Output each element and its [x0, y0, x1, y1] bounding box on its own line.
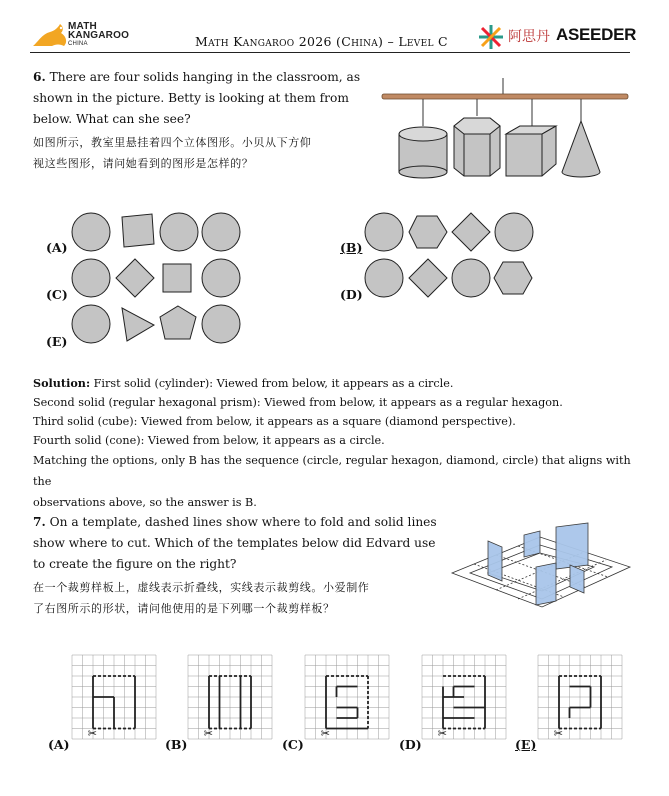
- q7-option-e-label[interactable]: (E): [515, 737, 537, 752]
- solution-line4: Fourth solid (cone): Viewed from below, it appears as a circle.: [33, 434, 385, 447]
- q6-option-d-shapes[interactable]: [363, 257, 543, 301]
- scissors-icon: ✂: [203, 727, 213, 740]
- folded-figure: [452, 515, 632, 615]
- logo-text: [68, 22, 129, 49]
- sponsor-star-icon: [478, 24, 504, 50]
- q6-option-a-label[interactable]: (A): [46, 240, 68, 255]
- q6-option-a-shapes[interactable]: [70, 211, 250, 255]
- q6-line1: There are four solids hanging in the classroom, as: [49, 70, 361, 84]
- q6-cn-line1: 如图所示，教室里悬挂着四个立体图形。小贝从下方仰: [33, 136, 312, 149]
- q6-option-c-shapes[interactable]: [70, 257, 250, 301]
- q6-cn-line2: 视这些图形，请问她看到的图形是怎样的？: [33, 157, 254, 170]
- q7-cn-text: [33, 577, 443, 619]
- q6-number: 6.: [33, 70, 46, 84]
- q7-option-d-label[interactable]: (D): [399, 737, 422, 752]
- circle-shape: [202, 305, 240, 343]
- circle-shape: [72, 259, 110, 297]
- template-grid[interactable]: [422, 655, 506, 740]
- sponsor-en: ASEEDER: [556, 25, 637, 44]
- circle-shape: [202, 259, 240, 297]
- q7-option-a-label[interactable]: (A): [48, 737, 70, 752]
- cylinder-shape: [399, 127, 447, 178]
- circle-shape: [365, 259, 403, 297]
- circle-shape: [452, 259, 490, 297]
- hexagon-shape: [494, 262, 532, 294]
- solution-line2: Second solid (regular hexagonal prism): Viewed from below, it appears as a regular hexagon.: [33, 396, 563, 409]
- header-rule: [30, 52, 630, 53]
- circle-shape: [72, 305, 110, 343]
- q7-option-c-label[interactable]: (C): [282, 737, 304, 752]
- scissors-icon: ✂: [437, 727, 447, 740]
- template-grid[interactable]: [188, 655, 272, 740]
- panel-front: [536, 563, 556, 605]
- template-grid[interactable]: [72, 655, 156, 740]
- solution-line3: Third solid (cube): Viewed from below, it appears as a square (diamond perspective).: [33, 415, 516, 428]
- solution-line1: First solid (cylinder): Viewed from below, it appears as a circle.: [93, 377, 454, 390]
- q7-line2: show where to cut. Which of the templates below did Edvard use: [33, 536, 436, 550]
- q7-option-b-label[interactable]: (B): [165, 737, 188, 752]
- page-header-title: Math Kangaroo 2026 (China) – Level C: [195, 34, 448, 49]
- logo-line2: KANGAROO: [68, 30, 130, 41]
- sponsor-cn: 阿思丹: [508, 29, 550, 45]
- scissors-icon: ✂: [87, 727, 97, 740]
- circle-shape: [365, 213, 403, 251]
- circle-shape: [72, 213, 110, 251]
- q6-option-e-label[interactable]: (E): [46, 334, 68, 349]
- hanging-solids-figure: [380, 78, 640, 178]
- q6-line2: shown in the picture. Betty is looking at them from: [33, 91, 349, 105]
- logo-line3: CHINA: [68, 41, 88, 47]
- q7-text: [33, 512, 443, 575]
- q7-cn-line2: 了右图所示的形状，请问他使用的是下列哪一个裁剪样板？: [33, 602, 335, 615]
- cube-shape: [506, 126, 556, 176]
- q6-option-b-shapes[interactable]: [363, 211, 543, 255]
- logo-line1: MATH: [68, 21, 97, 32]
- template-grid[interactable]: [538, 655, 622, 740]
- square-shape: [163, 264, 191, 292]
- q6-option-c-label[interactable]: (C): [46, 287, 68, 302]
- q7-line3: to create the figure on the right?: [33, 557, 237, 571]
- circle-shape: [495, 213, 533, 251]
- panel-back: [524, 531, 540, 557]
- kangaroo-logo-icon: [30, 20, 70, 50]
- pentagon-shape: [160, 306, 196, 339]
- scissors-icon: ✂: [553, 727, 563, 740]
- solution-label: Solution:: [33, 376, 91, 390]
- q6-option-e-shapes[interactable]: [70, 303, 250, 347]
- q7-number: 7.: [33, 515, 46, 529]
- cone-shape: [562, 121, 600, 177]
- hexagon-shape: [409, 216, 447, 248]
- q6-cn-text: [33, 132, 373, 174]
- template-grid[interactable]: [305, 655, 389, 740]
- solution-block: [33, 374, 643, 513]
- scissors-icon: ✂: [320, 727, 330, 740]
- q7-templates: [40, 655, 640, 755]
- circle-shape: [160, 213, 198, 251]
- q6-option-b-label[interactable]: (B): [340, 240, 363, 255]
- triangle-shape: [122, 308, 154, 341]
- q6-line3: below. What can she see?: [33, 112, 191, 126]
- diamond-shape: [116, 259, 154, 297]
- q7-cn-line1: 在一个裁剪样板上，虚线表示折叠线，实线表示裁剪线。小爱制作: [33, 581, 370, 594]
- hexagonal-prism-shape: [454, 118, 500, 176]
- square-shape: [122, 214, 154, 247]
- q6-option-d-label[interactable]: (D): [340, 287, 363, 302]
- q7-line1: On a template, dashed lines show where to fold and solid lines: [49, 515, 437, 529]
- solution-line5: Matching the options, only B has the sequence (circle, regular hexagon, diamond, circle) that aligns with the: [33, 454, 631, 488]
- diamond-shape: [409, 259, 447, 297]
- q6-text: [33, 67, 373, 130]
- panel-right-tall: [556, 523, 588, 569]
- circle-shape: [202, 213, 240, 251]
- solution-line6: observations above, so the answer is B.: [33, 496, 257, 509]
- panel-left: [488, 541, 502, 581]
- diamond-shape: [452, 213, 490, 251]
